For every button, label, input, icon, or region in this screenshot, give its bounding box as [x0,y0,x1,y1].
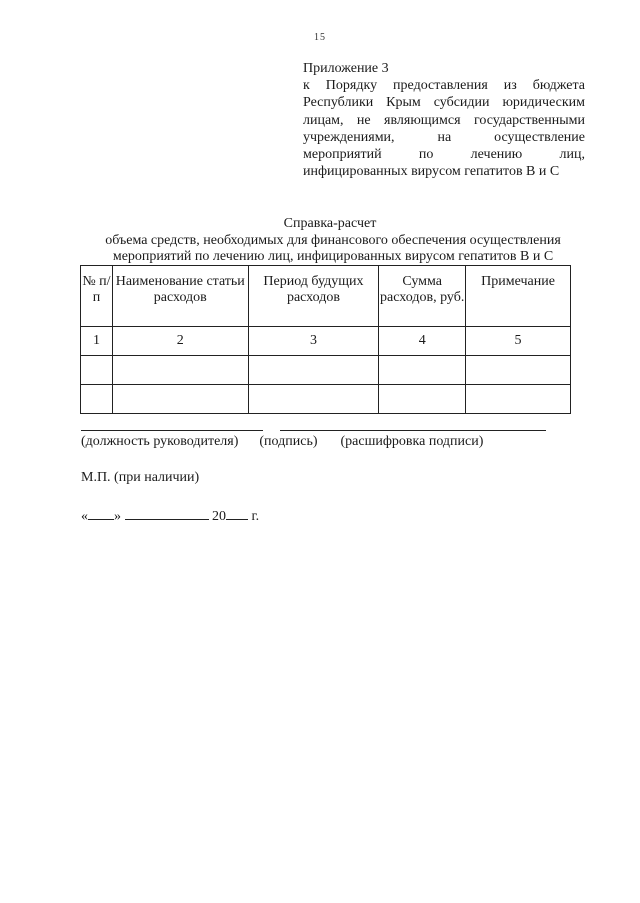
signature-captions [81,434,483,450]
stamp-placeholder: М.П. (при наличии) [81,470,200,485]
table-cell[interactable] [248,385,379,414]
table-cell[interactable] [379,385,466,414]
appendix-line: мероприятий по лечению лиц, [303,147,585,163]
calculation-table [80,265,571,414]
appendix-line: инфицированных вирусом гепатитов В и С [303,164,560,180]
document-subtitle-line: мероприятий по лечению лиц, инфицированных вирусом гепатитов В и С [112,249,554,264]
appendix-title: Приложение 3 [303,61,389,76]
signature-decoding-line[interactable] [280,430,546,431]
page-number: 15 [314,32,326,43]
year-blank[interactable] [226,507,248,520]
position-signature-line[interactable] [81,430,263,431]
position-caption: (должность руководителя) [81,434,239,449]
header-number: № п/п [81,266,113,327]
table-row [81,356,571,385]
table-cell[interactable] [466,385,571,414]
table-cell: 4 [379,327,466,356]
table-row [81,385,571,414]
document-title: Справка-расчет [283,216,377,231]
appendix-line: лицам, не являющимся государственными [303,112,585,128]
year-prefix: 20 [212,509,226,524]
appendix-line: учреждениями, на осуществление [303,129,585,145]
table-cell[interactable] [112,385,248,414]
signature-caption: (подпись) [259,434,318,449]
header-expense-item: Наименование статьи расходов [112,266,248,327]
appendix-header [303,60,585,180]
decoding-caption: (расшифровка подписи) [340,434,484,449]
table-cell[interactable] [248,356,379,385]
appendix-line: Республики Крым субсидии юридическим [303,95,585,111]
document-subtitle-line: объема средств, необходимых для финансового обеспечения осуществления [105,233,561,248]
table-cell[interactable] [112,356,248,385]
table-cell[interactable] [466,356,571,385]
table-numbering-row [81,327,571,356]
header-note: Примечание [466,266,571,327]
appendix-line: к Порядку предоставления из бюджета [303,78,585,94]
header-period: Период будущих расходов [248,266,379,327]
date-close-quote: » [114,509,121,524]
table-header-row [81,266,571,327]
document-subtitle [78,233,588,265]
year-suffix: г. [251,509,260,524]
table-cell[interactable] [379,356,466,385]
table-cell[interactable] [81,356,113,385]
date-open-quote: « [81,509,88,524]
table-cell: 1 [81,327,113,356]
table-cell: 2 [112,327,248,356]
table-cell[interactable] [81,385,113,414]
day-blank[interactable] [88,507,114,520]
table-cell: 3 [248,327,379,356]
month-blank[interactable] [125,507,209,520]
table-cell: 5 [466,327,571,356]
header-amount: Сумма расходов, руб. [379,266,466,327]
date-line [81,507,259,525]
